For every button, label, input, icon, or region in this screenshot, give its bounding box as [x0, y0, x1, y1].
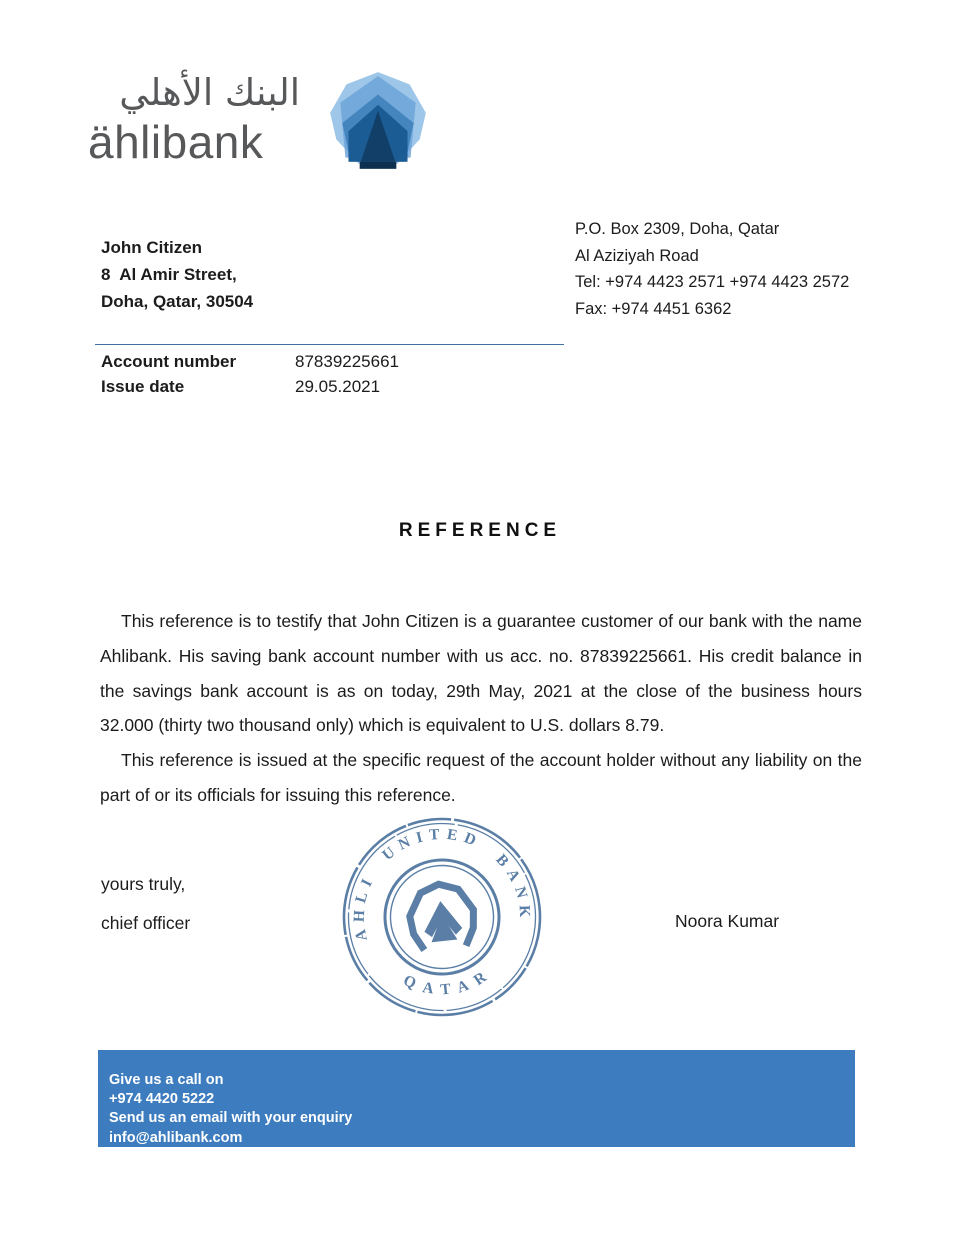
section-divider	[95, 344, 564, 345]
footer-band	[98, 1050, 855, 1147]
account-summary	[101, 350, 399, 399]
ahlibank-logo	[88, 68, 434, 172]
bank-fax: Fax: +974 4451 6362	[575, 299, 732, 318]
closing-salutation: yours truly,	[101, 874, 186, 894]
logo-arabic-text: البنك الأهلي	[119, 71, 300, 114]
footer-email-label: Send us an email with your enquiry	[109, 1110, 353, 1127]
footer-email: info@ahlibank.com	[109, 1129, 243, 1146]
recipient-address	[101, 234, 253, 315]
bank-po-box: P.O. Box 2309, Doha, Qatar	[575, 220, 780, 238]
bank-contact-block	[575, 216, 849, 322]
ahlibank-gem-icon	[322, 72, 434, 172]
issue-date-label: Issue date	[101, 376, 185, 396]
stamp-emblem-icon	[407, 881, 477, 951]
logo-latin-text: ählibank	[88, 116, 264, 168]
bank-stamp	[337, 812, 547, 1022]
logo-wordmark	[88, 68, 300, 166]
recipient-name: John Citizen	[101, 238, 203, 257]
stamp-top-text: AHLI UNITED BANK	[350, 825, 534, 943]
footer-call-label: Give us a call on	[109, 1072, 224, 1088]
issue-date-value: 29.05.2021	[295, 376, 381, 396]
account-number-label: Account number	[101, 352, 237, 371]
issue-date-row	[101, 375, 399, 400]
body-paragraph-1: This reference is to testify that John Citizen is a guarantee customer of our bank with the name Ahlibank. His saving bank account number with us acc. no. 87839225661. His credit balance in the savings bank account is as on today, 29th May, 2021 at the close of the business hours 32.000 (thirty two thousand only) which is equivalent to U.S. dollars 8.79.	[100, 611, 862, 736]
account-number-value: 87839225661	[295, 352, 400, 371]
recipient-city: Doha, Qatar, 30504	[101, 292, 254, 311]
recipient-street: 8 Al Amir Street,	[101, 265, 237, 284]
letter-body	[100, 604, 862, 813]
footer-phone: +974 4420 5222	[109, 1091, 215, 1108]
body-paragraph-2: This reference is issued at the specific request of the account holder without any liability on the part of or its officials for issuing this reference.	[100, 750, 862, 805]
account-number-row	[101, 350, 399, 375]
closing-role: chief officer	[101, 913, 191, 933]
bank-telephone: Tel: +974 4423 2571 +974 4423 2572	[575, 273, 850, 291]
bank-road: Al Aziziyah Road	[575, 246, 699, 265]
stamp-bottom-text: QATAR	[400, 963, 497, 999]
letter-title: REFERENCE	[398, 520, 562, 541]
signatory-name: Noora Kumar	[675, 911, 780, 931]
